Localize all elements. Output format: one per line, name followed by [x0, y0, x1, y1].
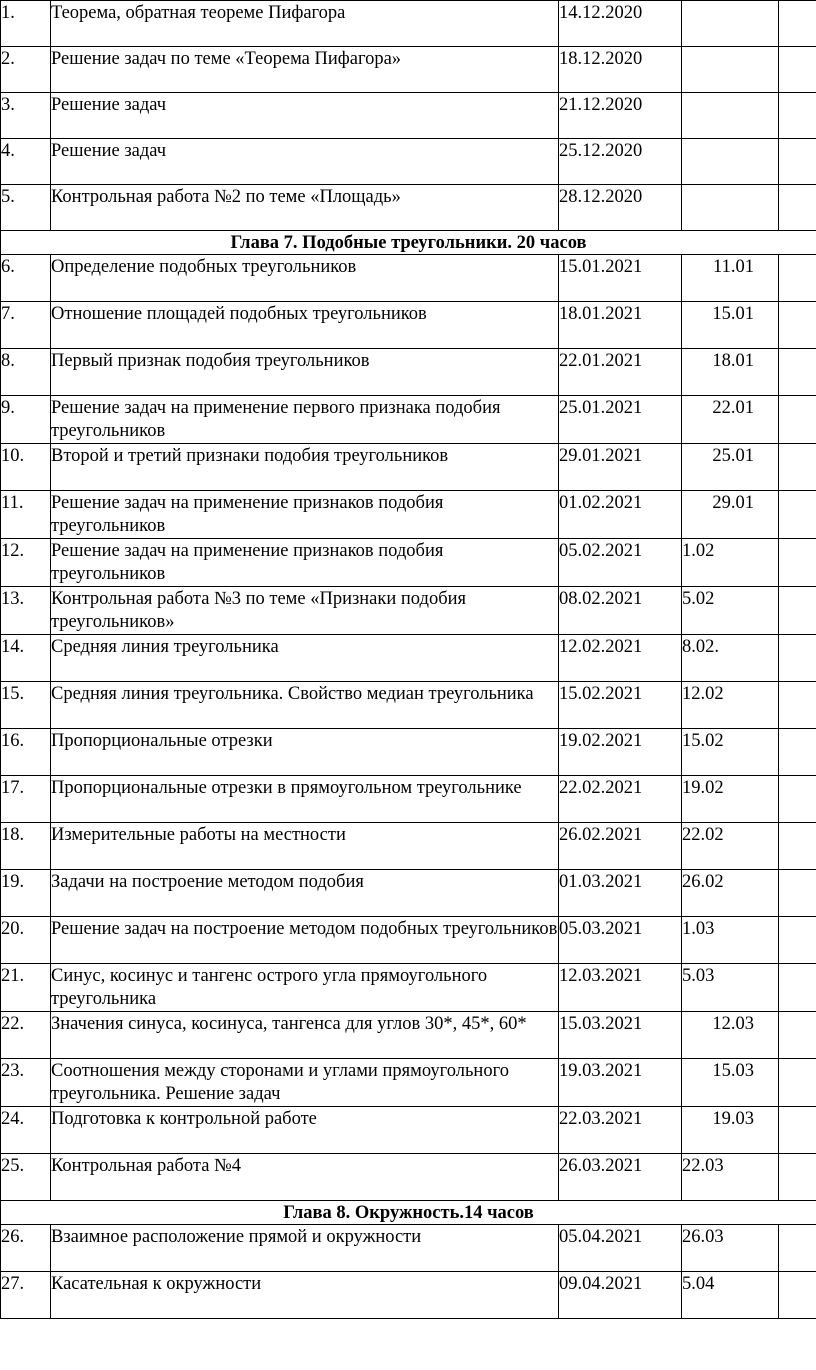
lesson-number: 7. [1, 302, 51, 349]
table-row [1, 302, 816, 349]
lesson-number: 11. [1, 491, 51, 539]
actual-date: 8.02. [682, 635, 779, 682]
actual-date: 12.03 [682, 1012, 779, 1059]
notes-cell [779, 1272, 816, 1319]
table-row [1, 1012, 816, 1059]
lesson-number: 27. [1, 1272, 51, 1319]
notes-cell [779, 1225, 816, 1272]
lesson-number: 17. [1, 776, 51, 823]
actual-date [682, 47, 779, 93]
lesson-topic: Решение задач на применение первого признака подобия треугольников [51, 396, 559, 444]
chapter-8-heading-group [1, 1201, 816, 1225]
lesson-topic: Значения синуса, косинуса, тангенса для углов 30*, 45*, 60* [51, 1012, 559, 1059]
table-row [1, 729, 816, 776]
lesson-topic: Решение задач [51, 93, 559, 139]
table-row [1, 1272, 816, 1319]
notes-cell [779, 635, 816, 682]
lesson-topic: Теорема, обратная теореме Пифагора [51, 1, 559, 47]
table-row [1, 776, 816, 823]
table-row [1, 682, 816, 729]
lesson-number: 24. [1, 1107, 51, 1154]
lesson-number: 12. [1, 539, 51, 587]
notes-cell [779, 776, 816, 823]
actual-date: 1.02 [682, 539, 779, 587]
planned-date: 05.03.2021 [559, 917, 682, 964]
lesson-topic: Соотношения между сторонами и углами прямоугольного треугольника. Решение задач [51, 1059, 559, 1107]
lesson-topic: Подготовка к контрольной работе [51, 1107, 559, 1154]
lesson-number: 10. [1, 444, 51, 491]
lesson-topic: Взаимное расположение прямой и окружности [51, 1225, 559, 1272]
actual-date: 5.02 [682, 587, 779, 635]
actual-date: 22.03 [682, 1154, 779, 1201]
notes-cell [779, 1012, 816, 1059]
actual-date [682, 139, 779, 185]
lesson-number: 22. [1, 1012, 51, 1059]
planned-date: 18.12.2020 [559, 47, 682, 93]
lesson-number: 21. [1, 964, 51, 1012]
lesson-number: 8. [1, 349, 51, 396]
lesson-number: 2. [1, 47, 51, 93]
notes-cell [779, 1, 816, 47]
chapter-7-title: Глава 7. Подобные треугольники. 20 часов [1, 231, 816, 255]
notes-cell [779, 255, 816, 302]
lesson-topic: Решение задач [51, 139, 559, 185]
table-row [1, 539, 816, 587]
planned-date: 05.04.2021 [559, 1225, 682, 1272]
planned-date: 22.02.2021 [559, 776, 682, 823]
actual-date: 1.03 [682, 917, 779, 964]
planned-date: 22.01.2021 [559, 349, 682, 396]
table-row [1, 1107, 816, 1154]
chapter-8-title: Глава 8. Окружность.14 часов [1, 1201, 816, 1225]
lesson-topic: Решение задач на построение методом подобных треугольников [51, 917, 559, 964]
actual-date: 15.01 [682, 302, 779, 349]
lesson-number: 15. [1, 682, 51, 729]
lesson-number: 1. [1, 1, 51, 47]
table-row [1, 47, 816, 93]
table-row [1, 1, 816, 47]
lesson-topic: Контрольная работа №3 по теме «Признаки подобия треугольников» [51, 587, 559, 635]
chapter-7-heading-group [1, 231, 816, 255]
table-row [1, 1059, 816, 1107]
notes-cell [779, 587, 816, 635]
lesson-topic: Первый признак подобия треугольников [51, 349, 559, 396]
actual-date: 11.01 [682, 255, 779, 302]
planned-date: 12.03.2021 [559, 964, 682, 1012]
notes-cell [779, 539, 816, 587]
table-row [1, 349, 816, 396]
lesson-topic: Измерительные работы на местности [51, 823, 559, 870]
actual-date: 15.03 [682, 1059, 779, 1107]
lesson-topic: Касательная к окружности [51, 1272, 559, 1319]
lesson-number: 16. [1, 729, 51, 776]
actual-date: 5.03 [682, 964, 779, 1012]
planned-date: 18.01.2021 [559, 302, 682, 349]
actual-date [682, 1, 779, 47]
table-row [1, 870, 816, 917]
actual-date: 26.02 [682, 870, 779, 917]
planned-date: 05.02.2021 [559, 539, 682, 587]
table-row [1, 444, 816, 491]
lesson-topic: Контрольная работа №4 [51, 1154, 559, 1201]
lesson-number: 4. [1, 139, 51, 185]
planned-date: 15.02.2021 [559, 682, 682, 729]
notes-cell [779, 823, 816, 870]
lesson-number: 23. [1, 1059, 51, 1107]
lesson-number: 6. [1, 255, 51, 302]
planned-date: 22.03.2021 [559, 1107, 682, 1154]
notes-cell [779, 682, 816, 729]
rows-chapter-8 [1, 1225, 816, 1319]
lesson-number: 9. [1, 396, 51, 444]
lesson-number: 14. [1, 635, 51, 682]
notes-cell [779, 349, 816, 396]
actual-date: 15.02 [682, 729, 779, 776]
planned-date: 21.12.2020 [559, 93, 682, 139]
planned-date: 01.02.2021 [559, 491, 682, 539]
lesson-number: 25. [1, 1154, 51, 1201]
lesson-number: 26. [1, 1225, 51, 1272]
lesson-topic: Пропорциональные отрезки [51, 729, 559, 776]
lesson-number: 19. [1, 870, 51, 917]
planned-date: 14.12.2020 [559, 1, 682, 47]
table-row [1, 1154, 816, 1201]
lesson-number: 18. [1, 823, 51, 870]
table-row [1, 491, 816, 539]
actual-date: 26.03 [682, 1225, 779, 1272]
table-row [1, 93, 816, 139]
notes-cell [779, 870, 816, 917]
lesson-number: 5. [1, 185, 51, 231]
actual-date: 19.02 [682, 776, 779, 823]
table-row [1, 587, 816, 635]
notes-cell [779, 1107, 816, 1154]
table-row [1, 255, 816, 302]
lesson-topic: Синус, косинус и тангенс острого угла прямоугольного треугольника [51, 964, 559, 1012]
actual-date: 25.01 [682, 444, 779, 491]
lesson-topic: Контрольная работа №2 по теме «Площадь» [51, 185, 559, 231]
lesson-number: 3. [1, 93, 51, 139]
actual-date: 5.04 [682, 1272, 779, 1319]
lesson-number: 13. [1, 587, 51, 635]
planned-date: 12.02.2021 [559, 635, 682, 682]
lesson-topic: Решение задач на применение признаков подобия треугольников [51, 539, 559, 587]
notes-cell [779, 302, 816, 349]
lesson-topic: Второй и третий признаки подобия треугольников [51, 444, 559, 491]
actual-date: 12.02 [682, 682, 779, 729]
table-row [1, 1225, 816, 1272]
lesson-topic: Отношение площадей подобных треугольников [51, 302, 559, 349]
table-row [1, 823, 816, 870]
actual-date: 22.01 [682, 396, 779, 444]
planned-date: 19.03.2021 [559, 1059, 682, 1107]
notes-cell [779, 396, 816, 444]
notes-cell [779, 444, 816, 491]
actual-date: 29.01 [682, 491, 779, 539]
lesson-topic: Решение задач на применение признаков подобия треугольников [51, 491, 559, 539]
notes-cell [779, 93, 816, 139]
notes-cell [779, 1154, 816, 1201]
notes-cell [779, 185, 816, 231]
notes-cell [779, 1059, 816, 1107]
lesson-topic: Задачи на построение методом подобия [51, 870, 559, 917]
actual-date: 19.03 [682, 1107, 779, 1154]
notes-cell [779, 491, 816, 539]
planned-date: 26.03.2021 [559, 1154, 682, 1201]
chapter-heading-row [1, 1201, 816, 1225]
notes-cell [779, 729, 816, 776]
lesson-number: 20. [1, 917, 51, 964]
actual-date: 18.01 [682, 349, 779, 396]
chapter-heading-row [1, 231, 816, 255]
planned-date: 25.01.2021 [559, 396, 682, 444]
actual-date: 22.02 [682, 823, 779, 870]
notes-cell [779, 47, 816, 93]
table-row [1, 635, 816, 682]
planned-date: 19.02.2021 [559, 729, 682, 776]
lesson-topic: Решение задач по теме «Теорема Пифагора» [51, 47, 559, 93]
planned-date: 15.03.2021 [559, 1012, 682, 1059]
lesson-topic: Определение подобных треугольников [51, 255, 559, 302]
table-row [1, 917, 816, 964]
notes-cell [779, 139, 816, 185]
table-row [1, 396, 816, 444]
planned-date: 01.03.2021 [559, 870, 682, 917]
table-row [1, 964, 816, 1012]
notes-cell [779, 964, 816, 1012]
planned-date: 25.12.2020 [559, 139, 682, 185]
planned-date: 15.01.2021 [559, 255, 682, 302]
lesson-topic: Пропорциональные отрезки в прямоугольном треугольнике [51, 776, 559, 823]
lesson-topic: Средняя линия треугольника [51, 635, 559, 682]
planned-date: 28.12.2020 [559, 185, 682, 231]
table-row [1, 139, 816, 185]
planned-date: 26.02.2021 [559, 823, 682, 870]
planned-date: 08.02.2021 [559, 587, 682, 635]
planned-date: 09.04.2021 [559, 1272, 682, 1319]
actual-date [682, 93, 779, 139]
actual-date [682, 185, 779, 231]
rows-chapter-7 [1, 255, 816, 1201]
planned-date: 29.01.2021 [559, 444, 682, 491]
table-row [1, 185, 816, 231]
notes-cell [779, 917, 816, 964]
rows-before-chapter-7 [1, 1, 816, 231]
lesson-topic: Средняя линия треугольника. Свойство медиан треугольника [51, 682, 559, 729]
